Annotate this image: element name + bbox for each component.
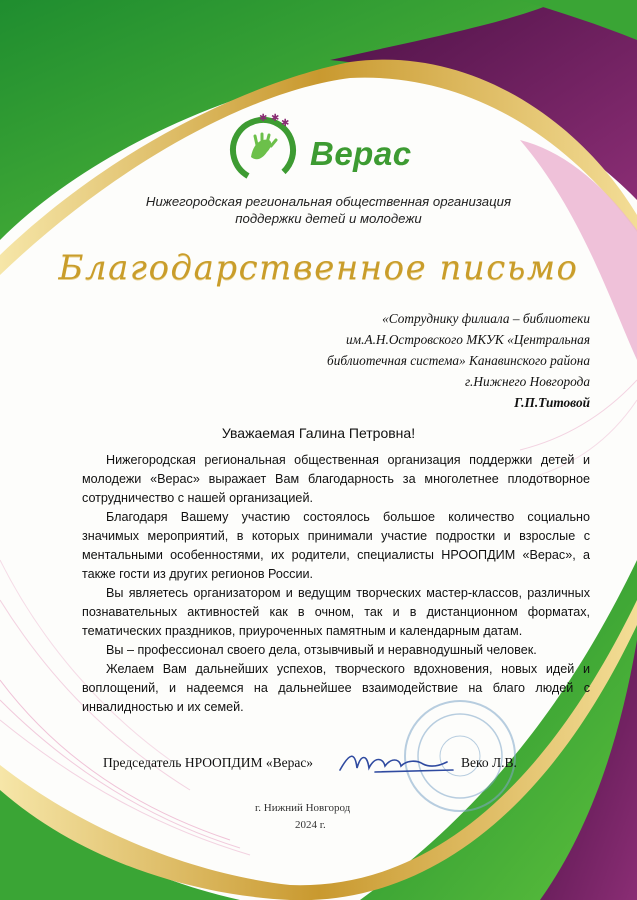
- greeting: Уважаемая Галина Петровна!: [221, 425, 416, 441]
- paragraph: Нижегородская региональная общественная организация поддержки детей и молодежи «Верас» выражает Вам благодарность за многолетнее плодотворное сотрудничество с нашей организацией.: [82, 453, 590, 505]
- organization-name: Верас: [310, 135, 412, 172]
- footer-place: г. Нижний Новгород: [255, 802, 351, 814]
- footer-year: 2024 г.: [295, 819, 326, 831]
- addressee-line-2: им.А.Н.Островского МКУК «Центральная: [345, 332, 590, 347]
- svg-text:✱: ✱: [259, 113, 268, 124]
- paragraph: Желаем Вам дальнейших успехов, творческого вдохновения, новых идей и воплощений, и надеемся на дальнейшее взаимодействие на благо людей с инвалидностью и их семей.: [82, 662, 590, 714]
- addressee-block: [327, 308, 590, 413]
- letter-title: Благодарственное письмо: [58, 248, 579, 288]
- addressee-line-4: г.Нижнего Новгорода: [465, 374, 590, 389]
- handwritten-signature: [335, 742, 465, 782]
- chairman-title: Председатель НРООПДИМ «Верас»: [103, 755, 314, 770]
- addressee-line-3: библиотечная система» Канавинского района: [327, 353, 590, 368]
- paragraph: Благодаря Вашему участию состоялось большое количество социально значимых мероприятий, в которых принимали участие подростки и взрослые с ментальными особенностями, их родители, специалисты НРООПДИМ «Верас», а также гости из других регионов России.: [82, 510, 590, 581]
- paragraph: Вы являетесь организатором и ведущим творческих мастер-классов, различных познавательных активностей как в очном, так и в дистанционном форматах, тематических праздников, приуроченных памятным и календарным датам.: [82, 586, 590, 638]
- addressee-name: Г.П.Титовой: [514, 395, 590, 410]
- organization-line-1: Нижегородская региональная общественная организация: [145, 194, 512, 209]
- svg-text:✱: ✱: [281, 118, 290, 129]
- letter-body: [82, 451, 590, 717]
- addressee-line-1: «Сотруднику филиала – библиотеки: [382, 311, 590, 326]
- signer-name: Веко Л.В.: [461, 755, 517, 770]
- organization-line-2: поддержки детей и молодежи: [235, 211, 422, 226]
- svg-text:✱: ✱: [271, 113, 280, 124]
- paragraph: Вы – профессионал своего дела, отзывчивый и неравнодушный человек.: [106, 643, 537, 657]
